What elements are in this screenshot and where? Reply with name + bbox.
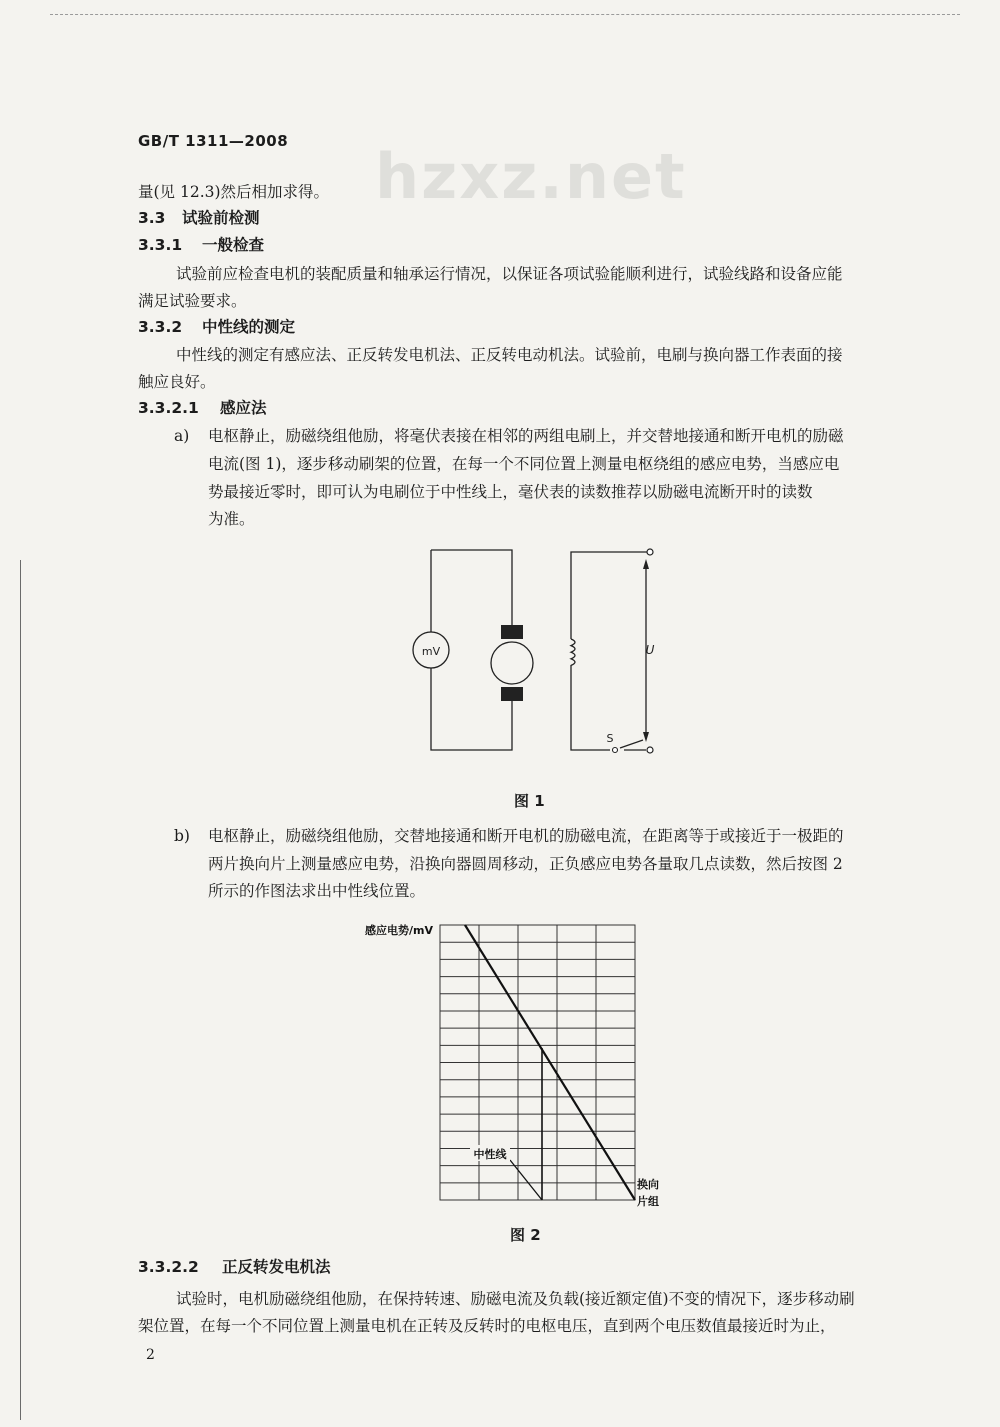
terminal-bottom bbox=[647, 747, 653, 753]
continued-line: 量(见 12.3)然后相加求得。 bbox=[138, 183, 330, 201]
figure-1-caption: 图 1 bbox=[514, 792, 545, 810]
brush-bottom bbox=[501, 687, 523, 701]
paragraph-line: 架位置，在每一个不同位置上测量电机在正转及反转时的电枢电压，直到两个电压数值最接近时为止， bbox=[138, 1317, 836, 1335]
section-3-3-2-title: 中性线的测定 bbox=[202, 318, 296, 336]
x-axis-label-line1: 换向 bbox=[637, 1178, 659, 1191]
item-b-marker: b) bbox=[174, 827, 190, 845]
top-scan-line bbox=[50, 14, 960, 15]
watermark: hzxz.net bbox=[375, 140, 687, 213]
paragraph-line: 中性线的测定有感应法、正反转发电机法、正反转电动机法。试验前，电刷与换向器工作表面的接 bbox=[176, 346, 843, 364]
section-3-3-2-2-title: 正反转发电机法 bbox=[222, 1258, 331, 1276]
armature-symbol bbox=[491, 642, 533, 684]
page-number: 2 bbox=[146, 1347, 155, 1363]
section-3-3-1-title: 一般检查 bbox=[202, 236, 265, 254]
item-a-line: 电枢静止，励磁绕组他励，将毫伏表接在相邻的两组电刷上，并交替地接通和断开电机的励磁 bbox=[208, 427, 844, 445]
y-axis-label: 感应电势/mV bbox=[365, 924, 433, 937]
item-a-line: 电流(图 1)，逐步移动刷架的位置，在每一个不同位置上测量电枢绕组的感应电势，当感应电 bbox=[208, 455, 840, 473]
item-b-line: 所示的作图法求出中性线位置。 bbox=[208, 882, 426, 900]
meter-label: mV bbox=[421, 645, 441, 658]
item-b-line: 两片换向片上测量感应电势，沿换向器圆周移动，正负感应电势各量取几点读数，然后按图 2 bbox=[208, 855, 843, 873]
section-3-3-1-number: 3.3.1 bbox=[138, 236, 183, 254]
paragraph-line: 试验时，电机励磁绕组他励，在保持转速、励磁电流及负载(接近额定值)不变的情况下，逐步移动刷 bbox=[176, 1290, 855, 1308]
switch-label: S bbox=[606, 732, 614, 745]
figure-2-diagram bbox=[355, 915, 675, 1210]
item-b-line: 电枢静止，励磁绕组他励，交替地接通和断开电机的励磁电流，在距离等于或接近于一极距的 bbox=[208, 827, 844, 845]
paragraph-line: 触应良好。 bbox=[138, 373, 216, 391]
terminal-top bbox=[647, 549, 653, 555]
item-a-marker: a) bbox=[174, 427, 190, 445]
section-3-3-2-2-number: 3.3.2.2 bbox=[138, 1258, 199, 1276]
binding-line bbox=[20, 560, 21, 1420]
figure-2-caption: 图 2 bbox=[510, 1226, 541, 1244]
arrow-down bbox=[643, 732, 649, 742]
section-3-3-number: 3.3 bbox=[138, 209, 166, 227]
brush-top bbox=[501, 625, 523, 639]
field-coil-symbol bbox=[571, 639, 575, 665]
voltage-label: U bbox=[645, 643, 655, 657]
item-a-line: 为准。 bbox=[208, 510, 255, 528]
item-a-line: 势最接近零时，即可认为电刷位于中性线上，毫伏表的读数推荐以励磁电流断开时的读数 bbox=[208, 483, 813, 501]
standard-number: GB/T 1311—2008 bbox=[138, 132, 289, 150]
section-3-3-2-number: 3.3.2 bbox=[138, 318, 183, 336]
figure-1-circuit bbox=[395, 535, 675, 770]
section-3-3-2-1-title: 感应法 bbox=[220, 399, 267, 417]
switch-blade bbox=[620, 740, 643, 748]
neutral-label: 中性线 bbox=[473, 1148, 507, 1161]
section-3-3-2-1-number: 3.3.2.1 bbox=[138, 399, 199, 417]
paragraph-line: 满足试验要求。 bbox=[138, 292, 247, 310]
x-axis-label-line2: 片组 bbox=[637, 1195, 659, 1208]
paragraph-line: 试验前应检查电机的装配质量和轴承运行情况，以保证各项试验能顺利进行，试验线路和设备应能 bbox=[176, 265, 843, 283]
arrow-up bbox=[643, 559, 649, 569]
section-3-3-title: 试验前检测 bbox=[182, 209, 260, 227]
